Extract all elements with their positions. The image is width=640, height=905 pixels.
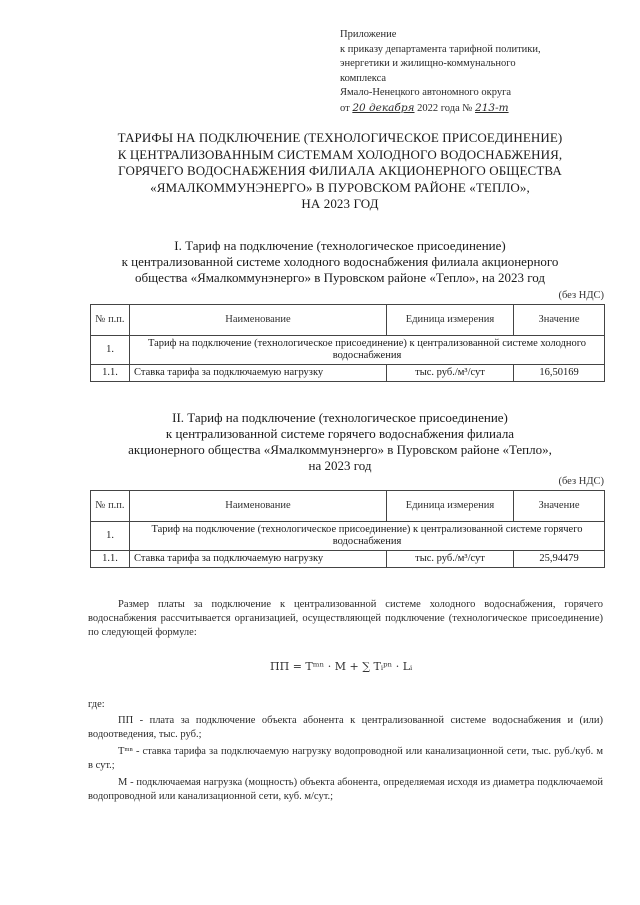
row-unit: тыс. руб./м³/сут [387, 365, 514, 382]
section-title-line: общества «Ямалкоммунэнерго» в Пуровском районе «Тепло», на 2023 год [134, 270, 546, 285]
hot-water-tariff-table [90, 490, 605, 568]
appendix-line: Приложение [340, 29, 397, 40]
table-row [91, 336, 605, 365]
row-num: 1. [91, 336, 130, 365]
section-title-line: II. Тариф на подключение (технологическое присоединение) [172, 410, 508, 425]
col-header-value: Значение [514, 491, 605, 522]
row-name: Ставка тарифа за подключаемую нагрузку [130, 365, 387, 382]
col-header-num: № п.п. [91, 491, 130, 522]
row-unit: тыс. руб./м³/сут [387, 551, 514, 568]
appendix-line: комплекса [340, 72, 387, 84]
payment-formula [270, 660, 412, 673]
table-row [91, 365, 605, 382]
col-header-unit: Единица измерения [387, 491, 514, 522]
formula-rhs: = Tᵐⁿ · M + ∑ Tᵢᵖⁿ · Lᵢ [292, 660, 413, 673]
table-header-row [91, 491, 605, 522]
col-header-num: № п.п. [91, 305, 130, 336]
row-name: Ставка тарифа за подключаемую нагрузку [130, 551, 387, 568]
appendix-line: к приказу департамента тарифной политики, [340, 43, 541, 55]
where-label: где: [88, 699, 105, 710]
section1-title [60, 238, 620, 286]
row-num: 1. [91, 522, 130, 551]
order-date: 20 декабря [352, 101, 415, 114]
definition-tariff-rate: Tᵐⁿ - ставка тарифа за подключаемую нагрузку водопроводной или канализационной сети, тыс. руб./куб. м в сут.; [88, 746, 603, 771]
section-title-line: акционерного общества «Ямалкоммунэнерго» в Пуровском районе «Тепло», [128, 442, 552, 457]
cold-water-tariff-table [90, 304, 605, 382]
formula-lhs: ПП [270, 660, 290, 673]
title-line: ГОРЯЧЕГО ВОДОСНАБЖЕНИЯ ФИЛИАЛА АКЦИОНЕРНОГО ОБЩЕСТВА [118, 163, 562, 178]
section-title-line: к централизованной системе холодного водоснабжения филиала акционерного [121, 254, 559, 269]
order-date-line [340, 101, 615, 117]
title-line: К ЦЕНТРАЛИЗОВАННЫМ СИСТЕМАМ ХОЛОДНОГО ВОДОСНАБЖЕНИЯ, [117, 146, 563, 162]
section-title-line: I. Тариф на подключение (технологическое присоединение) [174, 238, 506, 253]
appendix-line: энергетики и жилищно-коммунального [340, 58, 516, 69]
appendix-header [340, 28, 615, 116]
row-value: 16,50169 [514, 365, 605, 382]
vat-note: (без НДС) [558, 290, 604, 301]
col-header-unit: Единица измерения [387, 305, 514, 336]
table-row [91, 551, 605, 568]
row-num: 1.1. [91, 551, 130, 568]
row-num: 1.1. [91, 365, 130, 382]
order-year: 2022 года № [417, 102, 473, 114]
document-title [60, 130, 620, 213]
col-header-name: Наименование [130, 305, 387, 336]
definition-load: М - подключаемая нагрузка (мощность) объекта абонента, определяемая исходя из диаметра подключаемой водопроводной или канализационной сети, куб. м/сут.; [88, 777, 603, 802]
date-prefix: от [340, 102, 350, 114]
table-header-row [91, 305, 605, 336]
title-line: НА 2023 ГОД [301, 196, 379, 211]
section-title-line: к централизованной системе горячего водоснабжения филиала [165, 426, 515, 441]
title-line: ТАРИФЫ НА ПОДКЛЮЧЕНИЕ (ТЕХНОЛОГИЧЕСКОЕ ПРИСОЕДИНЕНИЕ) [117, 130, 563, 145]
col-header-name: Наименование [130, 491, 387, 522]
row-value: 25,94479 [514, 551, 605, 568]
definition-pp: ПП - плата за подключение объекта абонента к централизованной системе водоснабжения и (или) водоотведения, тыс. руб.; [88, 715, 603, 740]
table-row [91, 522, 605, 551]
row-name: Тариф на подключение (технологическое присоединение) к централизованной системе горячего водоснабжения [130, 522, 605, 551]
title-line: «ЯМАЛКОММУНЭНЕРГО» В ПУРОВСКОМ РАЙОНЕ «ТЕПЛО», [150, 179, 530, 195]
formula-intro-paragraph: Размер платы за подключение к централизованной системе холодного водоснабжения, горячего водоснабжения рассчитывается организацией, осуществляющей подключение (технологическое присоединение) по следующей формуле: [88, 599, 603, 638]
appendix-line: Ямало-Ненецкого автономного округа [340, 87, 512, 98]
order-number: 213-т [475, 101, 509, 114]
section-title-line: на 2023 год [308, 458, 372, 473]
section2-title [60, 410, 620, 474]
col-header-value: Значение [514, 305, 605, 336]
vat-note: (без НДС) [558, 476, 604, 487]
row-name: Тариф на подключение (технологическое присоединение) к централизованной системе холодного водоснабжения [130, 336, 605, 365]
